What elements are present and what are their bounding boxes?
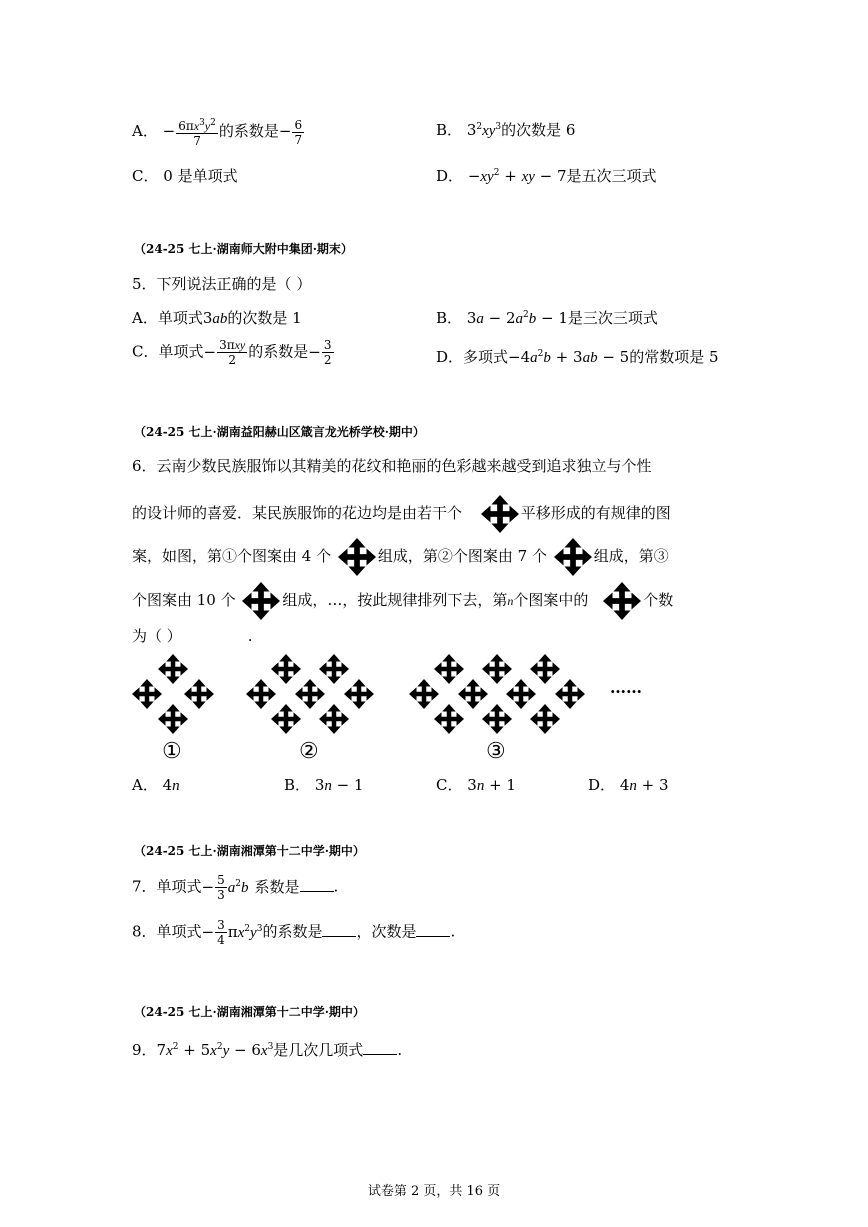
q6-line-4: 个图案由 10 个 组成，…，按此规律排列下去，第n个图案中的 个数 (132, 582, 673, 620)
q5-option-d[interactable]: D．多项式$-4a^2b + 3ab - 5$的常数项是 5 (436, 348, 719, 366)
answer-blank[interactable] (300, 879, 334, 892)
four-way-arrow-icon (242, 582, 280, 620)
q6-option-c[interactable]: C． 3n + 1 (436, 776, 516, 794)
q6-option-a[interactable]: A． 4n (132, 776, 180, 794)
pattern-label-1: ① (162, 739, 182, 764)
q6-line-1: 6．云南少数民族服饰以其精美的花纹和艳丽的色彩越来越受到追求独立与个性 (132, 457, 652, 475)
answer-blank[interactable] (363, 1042, 397, 1055)
four-way-arrow-icon (338, 538, 376, 576)
q8-text: 8．单项式− $\frac{3}{4}$ $\pi x^2y^3$的系数是 ，次数是 . (132, 918, 456, 947)
q4-option-b[interactable]: B． $3^2xy^3$的次数是 6 (436, 121, 576, 139)
q5-option-c[interactable]: C．单项式− $\frac{\text{3πxy}}{2}$ 的系数是− $\frac{3}{2}$ (132, 338, 332, 367)
q6-line-3: 案，如图，第①个图案由 4 个 组成，第②个图案由 7 个 组成，第③ (132, 538, 669, 576)
pattern-ellipsis: …… (610, 678, 642, 697)
q5-option-a[interactable]: A．单项式3ab的次数是 1 (132, 309, 302, 327)
q6-option-d[interactable]: D． 4n + 3 (588, 776, 669, 794)
q4-option-c[interactable]: C． 0 是单项式 (132, 167, 238, 185)
q5-stem: 5．下列说法正确的是（ ） (132, 275, 312, 293)
pattern-label-2: ② (299, 739, 319, 764)
q6-option-b[interactable]: B． 3n − 1 (284, 776, 364, 794)
q7-source: （24-25 七上·湖南湘潭第十二中学·期中） (134, 844, 365, 858)
pattern-1 (132, 654, 214, 734)
pattern-3 (409, 654, 585, 734)
q9-source: （24-25 七上·湖南湘潭第十二中学·期中） (134, 1005, 365, 1019)
page-footer: 试卷第 2 页，共 16 页 (367, 1184, 501, 1199)
arrow-pattern-figure (130, 652, 590, 738)
four-way-arrow-icon (603, 582, 641, 620)
q4-option-d[interactable]: D． $-xy^2$ + xy − 7是五次三项式 (436, 167, 657, 185)
q5-option-b[interactable]: B． $3a - 2a^2b - 1$是三次三项式 (436, 309, 658, 327)
q5-source: （24-25 七上·湖南师大附中集团·期末） (134, 242, 353, 256)
q4-d-math: $-xy^2$ + xy − 7 (467, 167, 567, 185)
four-way-arrow-icon (481, 495, 519, 533)
q6-line-2: 的设计师的喜爱．某民族服饰的花边均是由若干个 平移形成的有规律的图 (132, 495, 671, 533)
q4-option-a[interactable]: A． − $\frac{6\pi x^3y^2}{7}$ 的系数是− $\frac{6}{7}$ (132, 117, 303, 148)
four-way-arrow-icon (554, 538, 592, 576)
q4-b-math: $3^2xy^3$ (466, 121, 502, 139)
q6-source: （24-25 七上·湖南益阳赫山区箴言龙光桥学校·期中） (134, 425, 425, 439)
pattern-label-3: ③ (486, 739, 506, 764)
q7-text: 7．单项式− $\frac{5}{3}$ $a^2b$ 系数是 . (132, 873, 339, 902)
pattern-2 (246, 654, 374, 734)
answer-blank[interactable] (416, 924, 450, 937)
q9-text: 9．$7x^2 + 5x^2y - 6x^3$是几次几项式 . (132, 1041, 403, 1059)
answer-blank[interactable] (322, 924, 356, 937)
q6-line-5: 为（ ） . (132, 627, 253, 645)
q4-a-math: − $\frac{6\pi x^3y^2}{7}$ (162, 118, 216, 148)
